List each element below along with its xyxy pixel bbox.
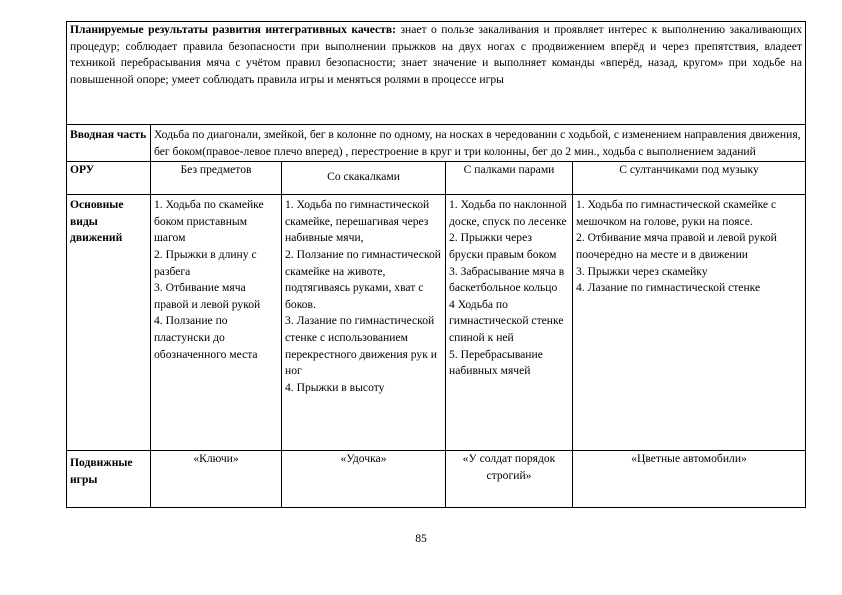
intro-text: Ходьба по диагонали, змейкой, бег в колонне по одному, на носках в чередовании с ходьбой, с изменением направления движения, бег боком(правое-левое плечо вперед) , перестроение в круг и три колонны, бег до 2 мин., ходьба с выполнением заданий	[151, 125, 806, 162]
movements-col-3	[446, 195, 573, 451]
main-movements-row	[67, 195, 806, 451]
intro-label: Вводная часть	[67, 125, 151, 162]
oru-col-2: Со скакалками	[282, 162, 446, 195]
list-item: 4 Ходьба по гимнастической стенке спиной к ней	[449, 297, 564, 344]
game-col-4: «Цветные автомобили»	[573, 451, 806, 508]
list-item: 1. Ходьба по гимнастической скамейке с мешочком на голове, руки на поясе.	[576, 198, 777, 228]
list-item: 4. Прыжки в высоту	[285, 380, 385, 394]
results-text: знает о пользе закаливания и проявляет интерес к выполнению закаливающих процедур; соблюдает правила безопасности при выполнении прыжков на двух ногах с продвижением вперёд и через препятствия, владеет техникой перебрасывания мяча с учётом правил безопасности; знает значение и выполняет команды «вперёд, назад, кругом» при ходьбе на повышенной опоре; умеет соблюдать правила игры и меняться ролями в процессе игры	[70, 23, 802, 86]
list-item: 2. Прыжки через бруски правым боком	[449, 231, 557, 261]
results-cell	[67, 22, 806, 125]
list-item: 2. Ползание по гимнастической скамейке на животе, подтягиваясь руками, хват с боков.	[285, 247, 441, 311]
game-col-2: «Удочка»	[282, 451, 446, 508]
list-item: 3. Отбивание мяча правой и левой рукой	[154, 281, 261, 311]
list-item: 3. Забрасывание мяча в баскетбольное кольцо	[449, 264, 565, 295]
movements-col-4	[573, 195, 806, 451]
list-item: 4. Ползание по пластунски до обозначенного места	[154, 314, 258, 361]
oru-col-1: Без предметов	[151, 162, 282, 195]
list-item: 1. Ходьба по наклонной доске, спуск по лесенке	[449, 198, 567, 228]
results-row	[67, 22, 806, 125]
game-col-1: «Ключи»	[151, 451, 282, 508]
movements-col-2	[282, 195, 446, 451]
list-item: 1. Ходьба по скамейке боком приставным шагом	[154, 198, 264, 245]
games-row	[67, 451, 806, 508]
movements-col-1	[151, 195, 282, 451]
main-movements-label: Основные виды движений	[67, 195, 151, 451]
intro-row	[67, 125, 806, 162]
oru-col-4: С султанчиками под музыку	[573, 162, 806, 195]
page-number: 85	[415, 532, 427, 545]
oru-row	[67, 162, 806, 195]
oru-label: ОРУ	[67, 162, 151, 195]
list-item: 4. Лазание по гимнастической стенке	[576, 281, 761, 295]
list-item: 2. Отбивание мяча правой и левой рукой поочередно на месте и в движении	[576, 231, 777, 261]
list-item: 3. Прыжки через скамейку	[576, 264, 708, 278]
lesson-plan-table	[66, 21, 806, 508]
games-label: Подвижные игры	[67, 451, 151, 508]
list-item: 5. Перебрасывание набивных мячей	[449, 347, 543, 378]
oru-col-3: С палками парами	[446, 162, 573, 195]
list-item: 3. Лазание по гимнастической стенке с использованием перекрестного движения рук и ног	[285, 314, 437, 378]
results-label: Планируемые результаты развития интегративных качеств:	[70, 23, 396, 36]
list-item: 2. Прыжки в длину с разбега	[154, 247, 257, 278]
list-item: 1. Ходьба по гимнастической скамейке, перешагивая через набивные мячи,	[285, 198, 430, 245]
game-col-3: «У солдат порядок строгий»	[446, 451, 573, 508]
